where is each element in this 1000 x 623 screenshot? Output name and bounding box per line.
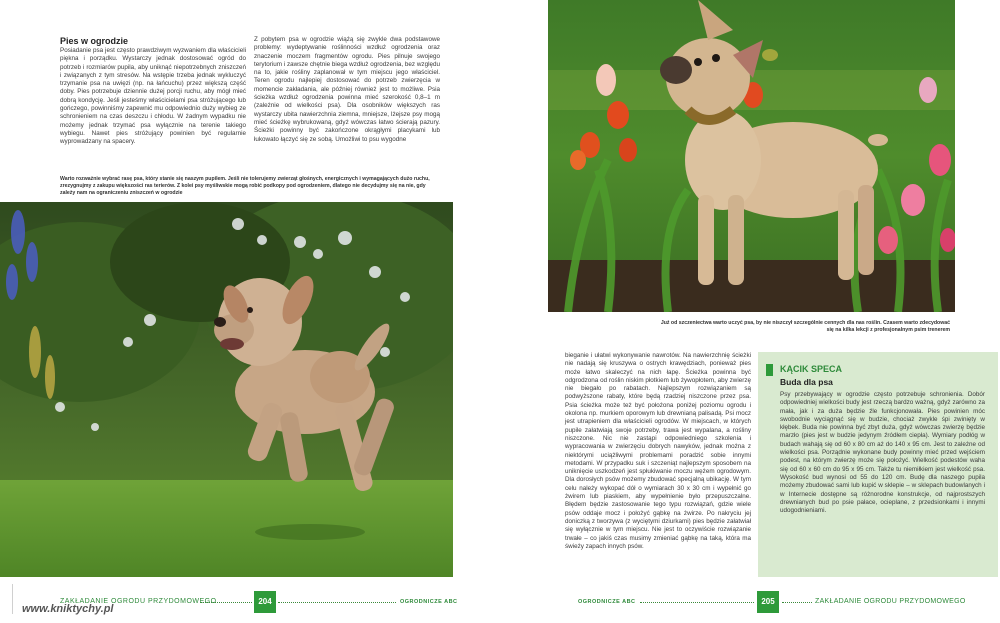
right-footer-line-a: [640, 602, 754, 604]
left-footer-line-a: [200, 602, 252, 604]
left-footer-line-b: [278, 602, 396, 604]
right-photo-caption: Już od szczeniectwa warto uczyć psa, by nie niszczył szczególnie cennych dla nas roślin. Czasem warto zdecydować się na kilka lekcji z profesjonalnym psim trenerem: [660, 320, 950, 333]
right-page-number: 205: [757, 591, 779, 613]
expert-box-label: KĄCIK SPECA: [780, 364, 843, 374]
right-footer-series: OGRODNICZE ABC: [578, 599, 636, 605]
left-page-number: 204: [254, 591, 276, 613]
left-col2: Z pobytem psa w ogrodzie wiążą się zwykle dwa podstawowe problemy: wydeptywanie roślinności wzdłuż ogrodzenia oraz znaczenie moczem fragmentów ogrodu. Pies pilnuje swojego terytorium i zawsze chętnie biega wzdłuż ogrodzenia, bez względu na to, jakie rośliny zaplanował w tym miejscu jego właściciel. Teren ogrodu najlepiej dostosować do potrzeb zwierzęcia w momencie zakładania, ale później również jest to możliwe. Psia ścieżka wzdłuż ogrodzenia powinna mieć szerokość 0,8–1 m (zależnie od wielkości psa). Dla osobników większych ras wystarczy ubita nawierzchnia ziemna, mniejsze, lżejsze psy mogą mieć ścieżkę wybrukowaną, gdyż wówczas łatwo ścierają pazury. Ścieżki powinny być zakończone okrągłymi placykami lub łukowato łączyć się ze sobą. Umożliwi to psu wygodne: [254, 36, 440, 143]
left-caption: Warto rozważnie wybrać rasę psa, który stanie się naszym pupilem. Jeśli nie tolerujemy zwierząt głośnych, energicznych i wymagających dużo ruchu, zrezygnujmy z zakupu większości ras terierów. Z kolei psy myśliwskie mogą robić podkopy pod ogrodzeniem, dlatego nie decydujmy się na nie, gdy zależy nam na ograniczeniu zniszczeń w ogrodzie: [60, 176, 430, 196]
left-footer-title: ZAKŁADANIE OGRODU PRZYDOMOWEGO: [60, 598, 217, 605]
right-footer-title: ZAKŁADANIE OGRODU PRZYDOMOWEGO: [815, 598, 966, 605]
left-footer-series: OGRODNICZE ABC: [400, 599, 458, 605]
left-col1: Posiadanie psa jest często prawdziwym wyzwaniem dla właścicieli piękna i porządku. Wystarczy jednak dostosować ogród do potrzeb i rozmiarów pupila, aby uniknąć niepotrzebnych zniszczeń i związanych z tym stresów. Na wstępie trzeba jednak wykluczyć trzymanie psa na uwięzi (np. na łańcuchu) przez większą część doby. Pies potrzebuje dziennie dużej porcji ruchu, aby mógł mieć dobrą kondycję. Jeśli jesteśmy właścicielami psa stróżującego lub gończego, powinniśmy zapewnić mu odpowiednio duży wybieg ze schronieniem na czas deszczu i chłodu. W żadnym wypadku nie możemy jednak trzymać psa wyłącznie na terenie takiego wybiegu. Nawet pies stróżujący powinien być regularnie wyprowadzany na spacery.: [60, 47, 246, 146]
left-heading: Pies w ogrodzie: [60, 36, 129, 46]
expert-box-text: Psy przebywający w ogrodzie często potrzebuje schronienia. Dobór odpowiedniej wielkości budy jest rzeczą bardzo ważną, gdyż zarówno za mała, jak i za duża będzie źle funkcjonowała. Pies powinien móc swobodnie wyciągnąć się w budzie, chociaż zwykle śpi zwinięty w kłębek. Buda nie powinna być zbyt duża, gdyż wówczas zwierzę będzie marzło (pies jest w budzie jedynym źródłem ciepła). Wymiary podłóg w budach wahają się od 60 x 80 cm aż do 140 x 95 cm. Jest to zależne od wielkości psa. Porządnie wykonane budy powinny mieć przed wejściem podest, na którym zwierzę może się położyć. Wielkość podestów waha się od 60 x 60 cm do 95 x 95 cm. Także tu niemiłkiem jest wielkość psa. Wysokość bud wynosi od 55 do 120 cm. Budę dla naszego pupila możemy zbudować sami lub kupić w sklepie – w sklepach budowlanych i w Internecie dostępne są różnorodne konstrukcje, od najprostszych drewnianych bud po psie pałace, ocieplane, z przedsionkami i innymi udogodnieniami.: [780, 391, 985, 515]
watermark: www.kniktychy.pl: [22, 603, 114, 615]
right-col1: bieganie i ułatwi wykonywanie nawrotów. Na nawierzchnię ścieżki nie nadają się kruszywa o ostrych krawędziach, ponieważ pies może łatwo skaleczyć na nich łapę. Ścieżka powinna być odgrodzona od roślin niskim płotkiem lub żywopłotem, aby zwierzę nie biegało po rabatach. Najlepszym rozwiązaniem są podwyższone rabaty, które będą rzadziej niszczone przez psa. Psia ścieżka może też być położona poniżej poziomu ogrodu i okolona np. murkiem oporowym lub drewnianą palisadą. Psi mocz jest utrapieniem dla właścicieli ogrodów. W miejscach, w których pupile załatwiają swoje potrzeby, trawa jest wypalana, a rośliny niszczone. Nic nie zastąpi odpowiedniego szkolenia i wypracowania w zwierzęciu dobrych nawyków, jednak można z niektórymi uciążliwymi problemami poradzić sobie innymi metodami. W przypadku suk i szczeniąt najlepszym sposobem na uniknięcie uszkodzeń jest spłukiwanie moczu wężem ogrodowym. Dla dorosłych psów możemy zbudować specjalną ubikację. W tym celu należy wykopać dół o wymiarach 30 x 30 cm i wypełnić go żwirem lub piaskiem, aby wypełnienie było przepuszczalne. Błędem będzie zastosowanie tego typu rozwiązań, gdzie wiele psów oddaje mocz i położyć gąbkę na żwirze. Po nakryciu jej doniczką z tworzywa (z wyciętymi dziurkami) pies będzie załatwiał się wyłącznie w tym miejscu. Nie jest to oczywiście rozwiązanie trwałe – co jakiś czas musimy zmieniać gąbkę na taką, która ma świeży zapach innych psów.: [565, 352, 751, 550]
photo-running-dog: [0, 202, 453, 577]
expert-box-marker-icon: [766, 364, 773, 376]
expert-box-title: Buda dla psa: [780, 377, 833, 387]
right-footer-line-b: [782, 602, 812, 604]
photo-bulldog-tulips: [548, 0, 955, 312]
